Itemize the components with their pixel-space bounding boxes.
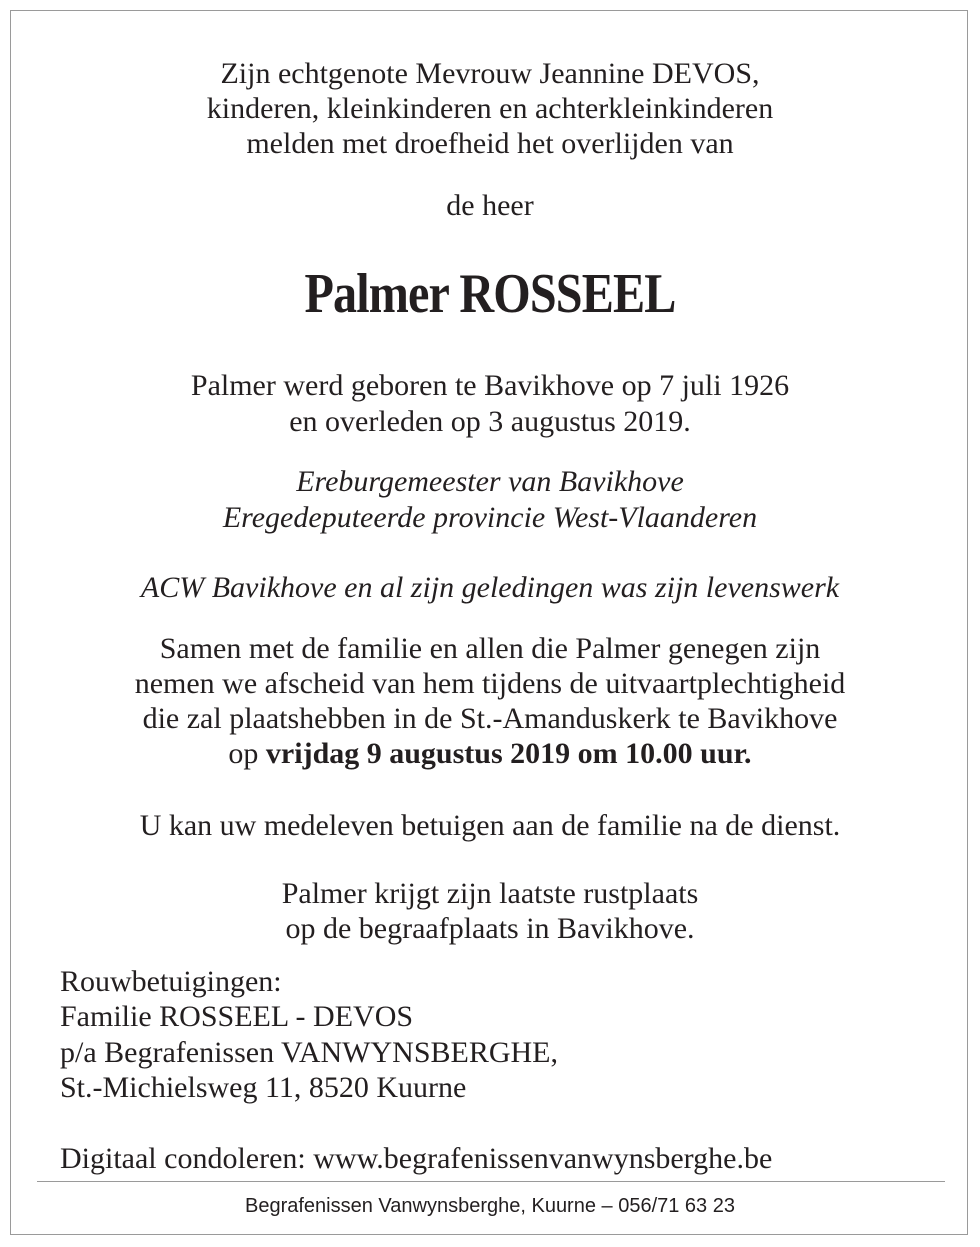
footer-funeral-home: Begrafenissen Vanwynsberghe, Kuurne – 056/71 63 23 [245, 1195, 735, 1217]
honorific: de heer [446, 189, 534, 222]
life-line-2: en overleden op 3 augustus 2019. [289, 405, 691, 438]
intro-line-1: Zijn echtgenote Mevrouw Jeannine DEVOS, [220, 57, 760, 90]
life-work: ACW Bavikhove en al zijn geledingen was zijn levenswerk [140, 571, 840, 604]
ceremony-line-3: die zal plaatshebben in de St.-Amanduskerk te Bavikhove [142, 702, 838, 735]
address-line-3: p/a Begrafenissen VANWYNSBERGHE, [60, 1036, 559, 1069]
ceremony-line-2: nemen we afscheid van hem tijdens de uitvaartplechtigheid [134, 667, 846, 700]
burial-line-1: Palmer krijgt zijn laatste rustplaats [281, 877, 699, 910]
ceremony-date-prefix: op [228, 737, 266, 770]
address-line-1: Rouwbetuigingen: [60, 965, 282, 998]
intro-line-2: kinderen, kleinkinderen en achterkleinkinderen [206, 92, 774, 125]
burial-line-2: op de begraafplaats in Bavikhove. [285, 912, 695, 945]
title-line-1: Ereburgemeester van Bavikhove [296, 465, 684, 498]
intro-line-3: melden met droefheid het overlijden van [246, 127, 734, 160]
condolence-note: U kan uw medeleven betuigen aan de familie na de dienst. [139, 809, 841, 842]
deceased-name: Palmer ROSSEEL [304, 263, 676, 325]
footer-divider [37, 1181, 945, 1182]
address-line-4: St.-Michielsweg 11, 8520 Kuurne [60, 1071, 467, 1104]
ceremony-line-1: Samen met de familie en allen die Palmer genegen zijn [159, 632, 821, 665]
ceremony-date [0, 736, 980, 772]
ceremony-date-bold: vrijdag 9 augustus 2019 om 10.00 uur. [265, 737, 752, 770]
life-line-1: Palmer werd geboren te Bavikhove op 7 juli 1926 [190, 369, 790, 402]
title-line-2: Eregedeputeerde provincie West-Vlaanderen [222, 501, 758, 534]
address-line-2: Familie ROSSEEL - DEVOS [60, 1000, 414, 1033]
digital-condolence: Digitaal condoleren: www.begrafenissenvanwynsberghe.be [60, 1142, 773, 1175]
